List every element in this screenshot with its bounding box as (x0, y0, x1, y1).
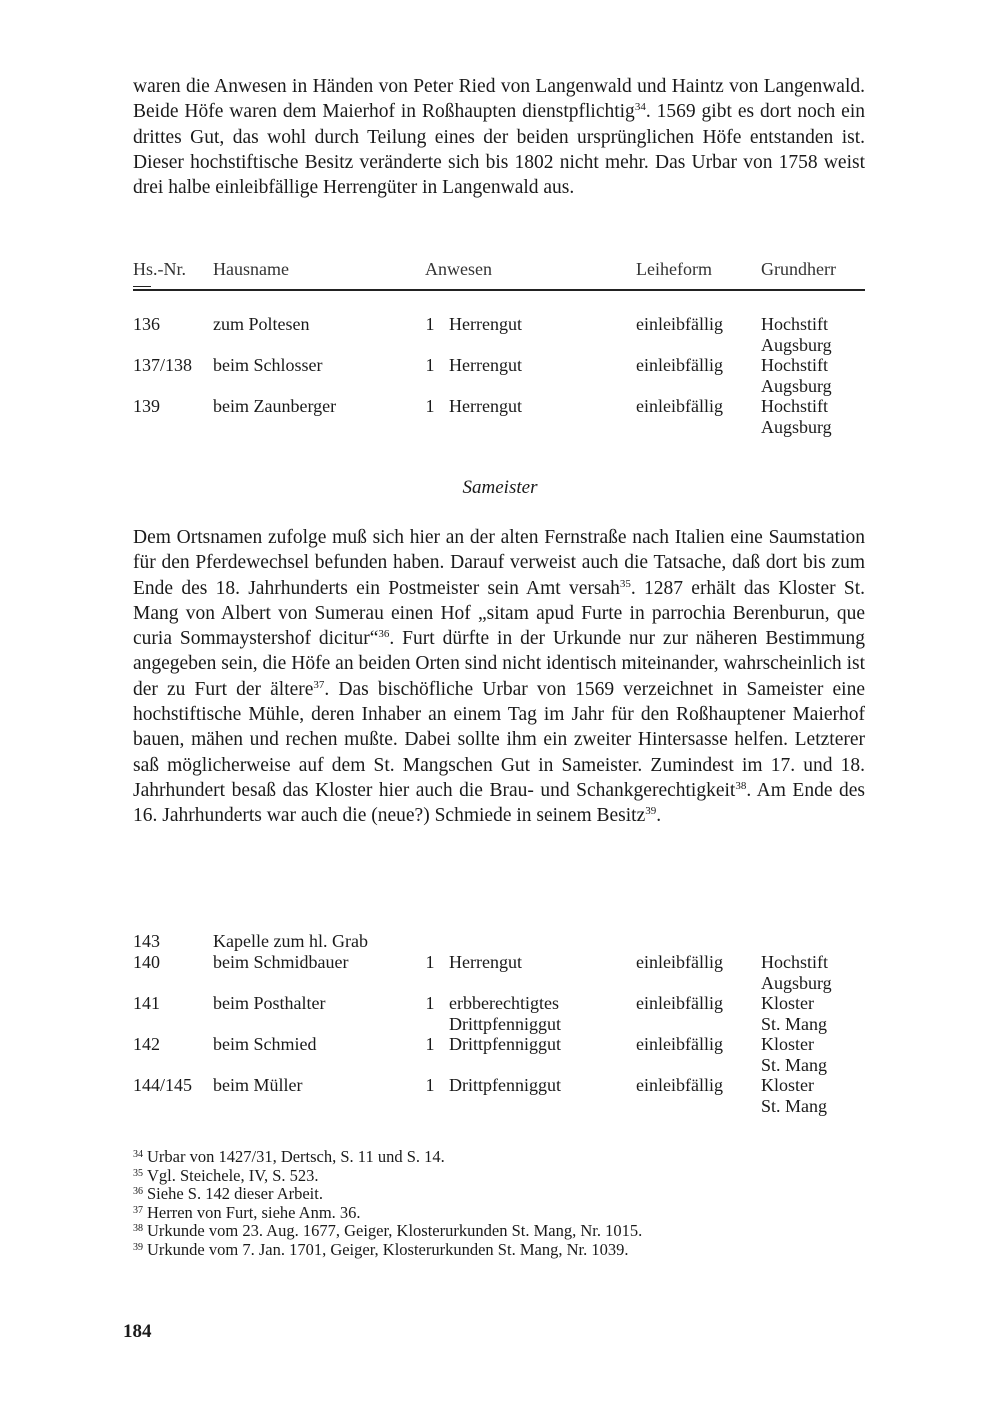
footnote-text: Herren von Furt, siehe Anm. 36. (147, 1202, 361, 1222)
cell-count: 1 (425, 396, 435, 416)
cell-hsnr: 141 (133, 993, 160, 1013)
footnote (133, 1241, 865, 1260)
footnote (133, 1204, 865, 1223)
footnote-ref[interactable]: 35 (619, 577, 631, 590)
footnote-text: Urbar von 1427/31, Dertsch, S. 11 und S. 14. (147, 1147, 445, 1166)
cell-hausname: beim Zaunberger (213, 396, 337, 416)
cell-count: 1 (425, 1075, 435, 1095)
header-grundherr: Grundherr (761, 259, 836, 279)
cell-hsnr: 142 (133, 1034, 160, 1054)
footnote-ref[interactable]: 38 (735, 779, 747, 792)
cell-grundherr: Hochstift (761, 396, 828, 416)
cell-hausname: Kapelle zum hl. Grab (213, 931, 368, 951)
cell-anwesen: Drittpfenniggut (449, 1075, 561, 1095)
cell-hausname: beim Schmidbauer (213, 952, 349, 972)
cell-leiheform: einleibfällig (636, 314, 723, 334)
footnote (133, 1167, 865, 1186)
footnote (133, 1185, 865, 1204)
main-paragraph (133, 525, 865, 829)
text-run: . 1287 erhält das Kloster St. Mang von Albert von Sumerau einen Hof „sitam apud Furte in parrochia Berenburun, que curia Sommaystershof dicitur“ (133, 577, 865, 650)
footnote-number: 36 (133, 1186, 143, 1198)
cell-anwesen: erbberechtigtes (449, 993, 559, 1013)
rule-mark (133, 286, 151, 287)
cell-anwesen: Herrengut (449, 952, 522, 972)
cell-anwesen: Herrengut (449, 396, 522, 416)
text-run: Dem Ortsnamen zufolge muß sich hier an der alten Fernstraße nach Italien eine Saumstation für den Pferdewechsel befunden haben. Darauf verweist auch die Tatsache, daß dort bis zum Ende des 18. Jahrhunderts ein Postmeister sein Amt versah (133, 527, 865, 599)
cell-grundherr: Hochstift (761, 355, 828, 375)
cell-leiheform: einleibfällig (636, 1075, 723, 1095)
cell-grundherr-line2: Augsburg (761, 417, 832, 437)
cell-leiheform: einleibfällig (636, 993, 723, 1013)
cell-hsnr: 139 (133, 396, 160, 416)
footnote-text: Vgl. Steichele, IV, S. 523. (147, 1165, 319, 1185)
cell-anwesen: Herrengut (449, 355, 522, 375)
section-heading: Sameister (462, 477, 538, 498)
footnote-text: Urkunde vom 23. Aug. 1677, Geiger, Klosterurkunden St. Mang, Nr. 1015. (147, 1221, 643, 1241)
cell-hausname: beim Schmied (213, 1034, 317, 1054)
cell-hsnr: 144/145 (133, 1075, 193, 1095)
cell-anwesen-line2: Drittpfenniggut (449, 1014, 561, 1034)
header-hausname: Hausname (213, 259, 289, 279)
table-rule (133, 289, 865, 291)
cell-hsnr: 137/138 (133, 355, 193, 375)
cell-anwesen: Herrengut (449, 314, 522, 334)
cell-hausname: beim Posthalter (213, 993, 326, 1013)
cell-leiheform: einleibfällig (636, 1034, 723, 1054)
cell-count: 1 (425, 952, 435, 972)
footnote-number: 37 (133, 1204, 143, 1216)
header-anwesen: Anwesen (425, 259, 492, 279)
footnote-number: 35 (133, 1167, 143, 1179)
cell-grundherr: Kloster (761, 1034, 814, 1054)
cell-count: 1 (425, 355, 435, 375)
footnote-number: 38 (133, 1223, 143, 1235)
footnote-ref[interactable]: 34 (634, 101, 646, 114)
intro-paragraph (133, 74, 865, 200)
footnotes (133, 1148, 865, 1260)
page-number: 184 (123, 1321, 152, 1342)
text-run: . Am Ende des 16. Jahrhunderts war auch die (neue?) Schmiede in seinem Besitz (133, 779, 865, 827)
cell-grundherr-line2: Augsburg (761, 973, 832, 993)
footnote-ref[interactable]: 37 (313, 678, 325, 691)
cell-leiheform: einleibfällig (636, 952, 723, 972)
cell-grundherr: Hochstift (761, 952, 828, 972)
cell-grundherr-line2: Augsburg (761, 376, 832, 396)
cell-leiheform: einleibfällig (636, 355, 723, 375)
cell-hausname: beim Müller (213, 1075, 303, 1095)
cell-hsnr: 143 (133, 931, 160, 951)
cell-count: 1 (425, 993, 435, 1013)
cell-hausname: zum Poltesen (213, 314, 310, 334)
text-run: . 1569 gibt es dort noch ein drittes Gut, das wohl durch Teilung eines der beiden ursprünglichen Höfe entstanden ist. Dieser hochstiftische Besitz veränderte sich bis 1802 nicht mehr. Das Urbar von 1758 weist drei halbe einleibfällige Herrengüter in Langenwald aus. (133, 101, 866, 199)
footnote (133, 1222, 865, 1241)
cell-count: 1 (425, 1034, 435, 1054)
footnote-number: 34 (133, 1149, 143, 1160)
footnote (133, 1148, 865, 1167)
header-leiheform: Leiheform (636, 259, 712, 279)
cell-count: 1 (425, 314, 435, 334)
cell-grundherr: Kloster (761, 993, 814, 1013)
cell-leiheform: einleibfällig (636, 396, 723, 416)
footnote-ref[interactable]: 36 (378, 628, 390, 641)
cell-hsnr: 136 (133, 314, 160, 334)
text-run: . Furt dürfte in der Urkunde nur zur näheren Bestimmung angegeben sein, die Höfe an beiden Orten sind nicht identisch miteinander, wahrscheinlich ist der zu Furt der ältere (133, 628, 865, 700)
cell-grundherr: Hochstift (761, 314, 828, 334)
footnote-text: Urkunde vom 7. Jan. 1701, Geiger, Klosterurkunden St. Mang, Nr. 1039. (147, 1239, 629, 1259)
cell-grundherr-line2: Augsburg (761, 335, 832, 355)
footnote-ref[interactable]: 39 (645, 805, 657, 818)
cell-grundherr-line2: St. Mang (761, 1055, 828, 1075)
cell-anwesen: Drittpfenniggut (449, 1034, 561, 1054)
text-run: . Das bischöfliche Urbar von 1569 verzeichnet in Sameister eine hochstiftische Mühle, deren Inhaber an einem Tag im Jahr für den Roßhauptener Maierhof bauen, mähen und rechen mußte. Dabei sollte ihm ein zweiter Hintersasse helfen. Letzterer saß möglicherweise auf dem St. Mangschen Gut in Sameister. Zumindest im 17. und 18. Jahrhundert besaß das Kloster hier auch die Brau- und Schankgerechtigkeit (133, 678, 865, 801)
text-run: waren die Anwesen in Händen von Peter Ried von Langenwald und Haintz von Langenwald. Beide Höfe waren dem Maierhof in Roßhaupten dienstpflichtig (133, 76, 865, 123)
cell-grundherr-line2: St. Mang (761, 1096, 828, 1116)
header-hsnr: Hs.-Nr. (133, 259, 186, 279)
footnote-text: Siehe S. 142 dieser Arbeit. (147, 1184, 323, 1204)
text-run: . (656, 805, 662, 827)
cell-grundherr-line2: St. Mang (761, 1014, 828, 1034)
cell-grundherr: Kloster (761, 1075, 814, 1095)
cell-hsnr: 140 (133, 952, 160, 972)
footnote-number: 39 (133, 1241, 143, 1253)
cell-hausname: beim Schlosser (213, 355, 323, 375)
